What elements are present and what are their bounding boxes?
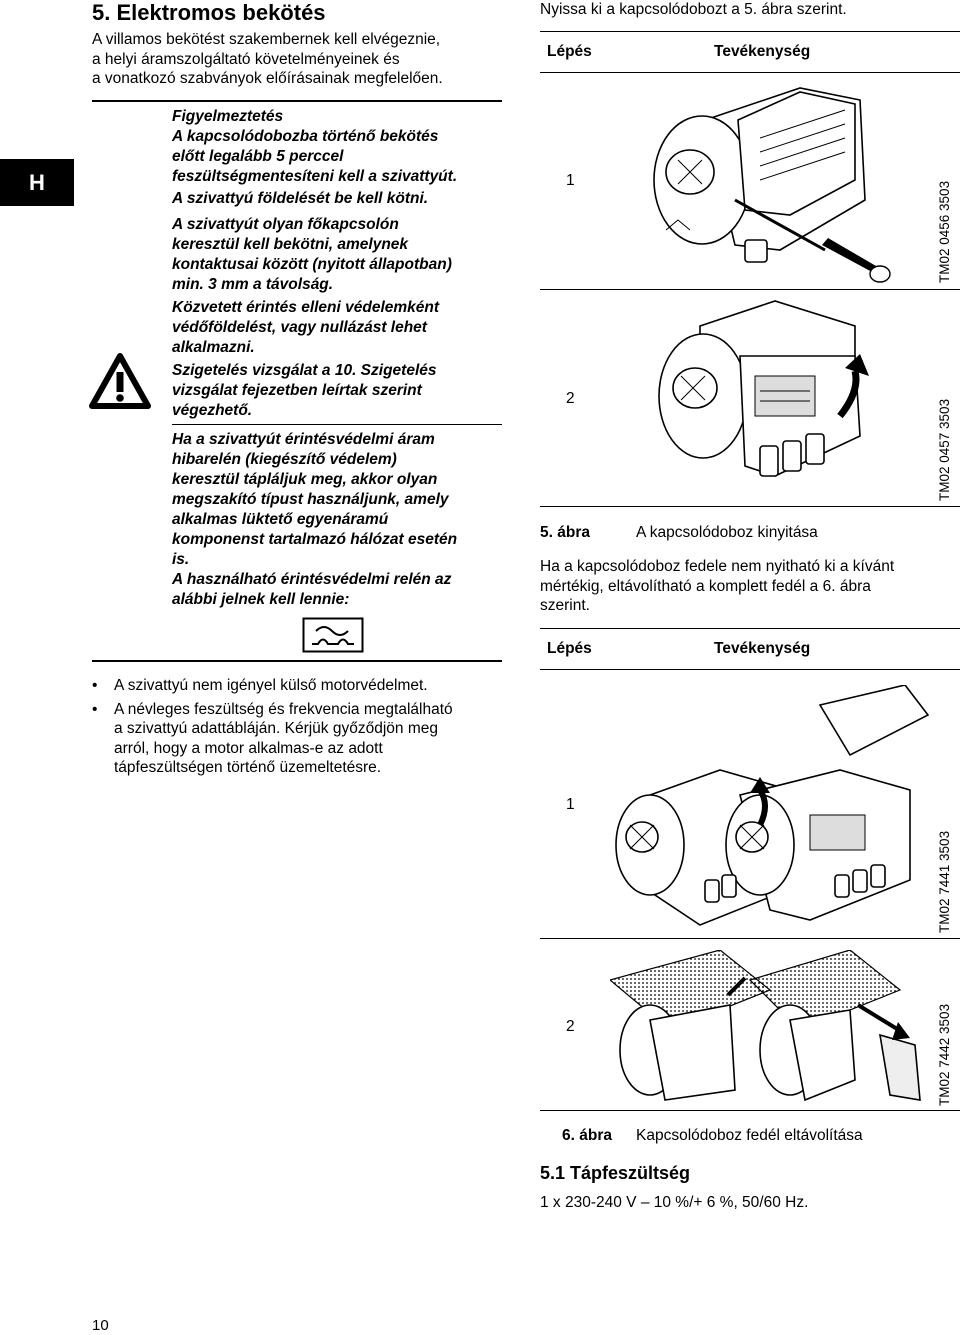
warning-insulation: vizsgálat fejezetben leírtak szerint	[172, 382, 422, 399]
figure-code: TM02 7442 3503	[937, 1003, 952, 1106]
warning-insulation: végezhető.	[172, 402, 253, 419]
warning-rcd: komponenst tartalmazó hálózat esetén	[172, 531, 458, 548]
divider	[92, 660, 502, 662]
warning-rcd-block	[172, 430, 512, 610]
section-intro	[92, 30, 443, 89]
warning-line: A kapcsolódobozba történő bekötés	[172, 128, 439, 145]
warning-protection: alkalmazni.	[172, 339, 255, 356]
table-header-rule	[540, 669, 960, 670]
table-top-rule	[540, 628, 960, 629]
language-tab: H	[0, 159, 74, 206]
table-row-rule	[540, 938, 960, 939]
subsection-title: 5.1 Tápfeszültség	[540, 1163, 691, 1183]
page-number: 10	[92, 1317, 109, 1334]
figure-code: TM02 0457 3503	[937, 398, 952, 501]
section-title: 5. Elektromos bekötés	[92, 0, 326, 25]
divider	[92, 100, 502, 102]
col-header-step: Lépés	[547, 43, 592, 60]
intro-line: A villamos bekötést szakembernek kell elvégeznie,	[92, 31, 441, 48]
terminal-box-lid-lifted-icon	[655, 296, 900, 501]
lid-removal-pump-icon	[610, 950, 930, 1110]
table-header-rule	[540, 72, 960, 73]
col-header-step: Lépés	[547, 640, 592, 657]
step-number: 1	[566, 172, 575, 189]
supply-voltage: 1 x 230-240 V – 10 %/+ 6 %, 50/60 Hz.	[540, 1194, 809, 1211]
warning-mainswitch: A szivattyút olyan főkapcsolón	[172, 216, 399, 233]
table-bottom-rule	[540, 506, 960, 507]
warning-protection: védőföldelést, vagy nullázást lehet	[172, 319, 427, 336]
col-header-action: Tevékenység	[714, 640, 811, 657]
rcd-pulsating-dc-symbol-icon	[302, 617, 364, 653]
step-number: 2	[566, 390, 575, 407]
warning-rcd-symbol-intro: A használható érintésvédelmi relén az	[172, 571, 452, 588]
figure-caption: Kapcsolódoboz fedél eltávolítása	[636, 1127, 863, 1144]
table-bottom-rule	[540, 1110, 960, 1111]
lid-instruction	[540, 557, 894, 616]
list-item-line: tápfeszültségen történő üzemeltetésre.	[114, 759, 382, 776]
warning-rcd: Ha a szivattyút érintésvédelmi áram	[172, 431, 435, 448]
list-item-line: a szivattyú adattábláján. Kérjük győződjön meg	[114, 720, 438, 737]
col-header-action: Tevékenység	[714, 43, 811, 60]
figure-caption: A kapcsolódoboz kinyitása	[636, 524, 818, 541]
list-item	[92, 676, 453, 696]
figure-code: TM02 7441 3503	[937, 830, 952, 933]
table-top-rule	[540, 31, 960, 32]
warning-line: előtt legalább 5 perccel	[172, 148, 344, 165]
warning-mainswitch: min. 3 mm a távolság.	[172, 276, 334, 293]
figure-code: TM02 0456 3503	[937, 180, 952, 283]
figure-label: 6. ábra	[562, 1127, 612, 1144]
step-number: 2	[566, 1018, 575, 1035]
bullet-list	[92, 676, 453, 782]
lid-text-line: szerint.	[540, 597, 590, 614]
intro-line: a helyi áramszolgáltató követelményeinek és	[92, 50, 400, 68]
warning-rcd: alkalmas lüktető egyenáramú	[172, 511, 389, 528]
warning-rcd: megszakító típust használjunk, amely	[172, 491, 449, 508]
warning-rcd: hibarelén (kiegészítő védelem)	[172, 451, 397, 468]
warning-triangle-icon	[88, 352, 152, 410]
warning-earth: A szivattyú földelését be kell kötni.	[172, 190, 429, 207]
warning-line: feszültségmentesíteni kell a szivattyút.	[172, 168, 458, 185]
warning-mainswitch: keresztül kell bekötni, amelynek	[172, 236, 409, 253]
list-item	[92, 700, 453, 778]
warning-rcd: is.	[172, 551, 190, 568]
lid-text-line: Ha a kapcsolódoboz fedele nem nyitható ki a kívánt	[540, 558, 895, 575]
table-row-rule	[540, 289, 960, 290]
warning-rcd: keresztül tápláljuk meg, akkor olyan	[172, 471, 438, 488]
intro-line: a vonatkozó szabványok előírásainak megfelelően.	[92, 70, 443, 87]
warning-heading: Figyelmeztetés	[172, 108, 284, 125]
warning-block	[172, 107, 512, 421]
warning-rcd-symbol-intro: alábbi jelnek kell lennie:	[172, 591, 350, 608]
divider	[172, 424, 502, 425]
lid-text-line: mértékig, eltávolítható a komplett fedél a 6. ábra	[540, 577, 871, 595]
open-instruction: Nyissa ki a kapcsolódobozt a 5. ábra szerint.	[540, 1, 847, 18]
list-item-line: • A névleges feszültség és frekvencia megtalálható	[114, 700, 453, 718]
list-item-line: arról, hogy a motor alkalmas-e az adott	[114, 739, 383, 757]
warning-insulation: Szigetelés vizsgálat a 10. Szigetelés	[172, 362, 437, 379]
warning-protection: Közvetett érintés elleni védelemként	[172, 299, 440, 316]
warning-mainswitch: kontaktusai között (nyitott állapotban)	[172, 256, 452, 273]
step-number: 1	[566, 796, 575, 813]
screwdriver-opening-terminal-box-icon	[650, 80, 895, 285]
list-item-line: • A szivattyú nem igényel külső motorvédelmet.	[114, 677, 428, 694]
figure-label: 5. ábra	[540, 524, 590, 541]
lid-lifting-pump-icon	[610, 685, 930, 935]
